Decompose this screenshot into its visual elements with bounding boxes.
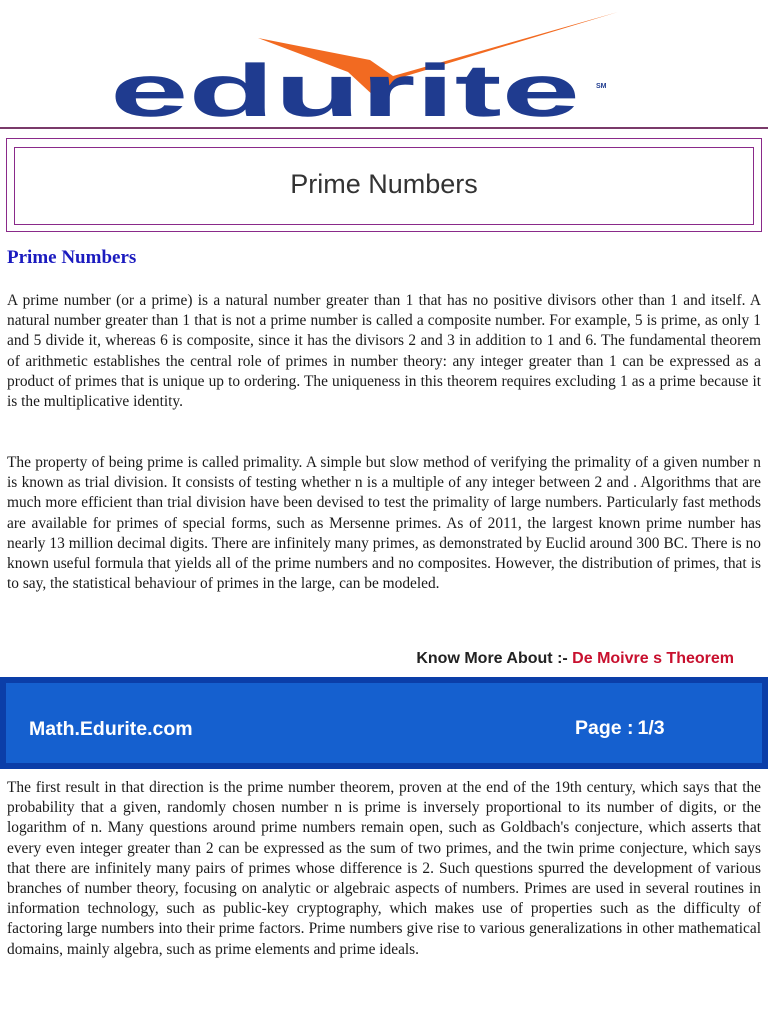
page-indicator-label: Page :: [575, 717, 634, 739]
edurite-logo-graphic: [108, 6, 646, 124]
edurite-logo: [108, 6, 646, 124]
logo-service-mark: SM: [596, 83, 607, 90]
page-indicator-value: 1/3: [637, 717, 665, 739]
page-indicator: [575, 717, 665, 740]
paragraph-prime-number-theorem: The first result in that direction is the prime number theorem, proven at the end of the 19th century, which says that the probability that a given, randomly chosen number n is prime is inversely proportional to its number of digits, or the logarithm of n. Many questions around prime numbers remain open, such as Goldbach's conjecture, which asserts that every even integer greater than 2 can be expressed as the sum of two primes, and the twin prime conjecture, which says that there are infinitely many pairs of primes whose difference is 2. Such questions spurred the development of various branches of number theory, focusing on analytic or algebraic aspects of numbers. Primes are used in several routines in information technology, such as public-key cryptography, which makes use of properties such as the difficulty of factoring large numbers into their prime factors. Prime numbers give rise to various generalizations in other mathematical domains, mainly algebra, such as prime elements and prime ideals.: [7, 779, 761, 958]
paragraph-primality: The property of being prime is called primality. A simple but slow method of verifying the primality of a given number n is known as trial division. It consists of testing whether n is a multiple of any integer between 2 and . Algorithms that are much more efficient than trial division have been devised to test the primality of large numbers. Particularly fast methods are available for primes of special forms, such as Mersenne primes. As of 2011, the largest known prime number has nearly 13 million decimal digits. There are infinitely many primes, as demonstrated by Euclid around 300 BC. There is no known useful formula that yields all of the prime numbers and no composites. However, the distribution of primes, that is to say, the statistical behaviour of primes in the large, can be modeled.: [7, 454, 761, 593]
paragraph-intro: A prime number (or a prime) is a natural number greater than 1 that has no positive divisors other than 1 and itself. A natural number greater than 1 that is not a prime number is called a composite number. For example, 5 is prime, as only 1 and 5 divide it, whereas 6 is composite, since it has the divisors 2 and 3 in addition to 1 and 6. The fundamental theorem of arithmetic establishes the central role of primes in number theory: any integer greater than 1 can be expressed as a product of primes that is unique up to ordering. The uniqueness in this theorem requires excluding 1 as a prime because it is the multiplicative identity.: [7, 292, 761, 411]
know-more-line: [416, 650, 734, 668]
header-divider: [0, 127, 768, 129]
section-heading: Prime Numbers: [7, 247, 137, 268]
footer-banner: [0, 677, 768, 769]
page-title: Prime Numbers: [290, 168, 478, 199]
logo-wordmark: edurite: [110, 49, 580, 124]
site-name: Math.Edurite.com: [29, 718, 193, 740]
know-more-link[interactable]: De Moivre s Theorem: [572, 650, 734, 667]
title-frame: [6, 138, 762, 232]
title-frame-inner: [14, 147, 754, 225]
know-more-label: Know More About :-: [416, 650, 573, 667]
